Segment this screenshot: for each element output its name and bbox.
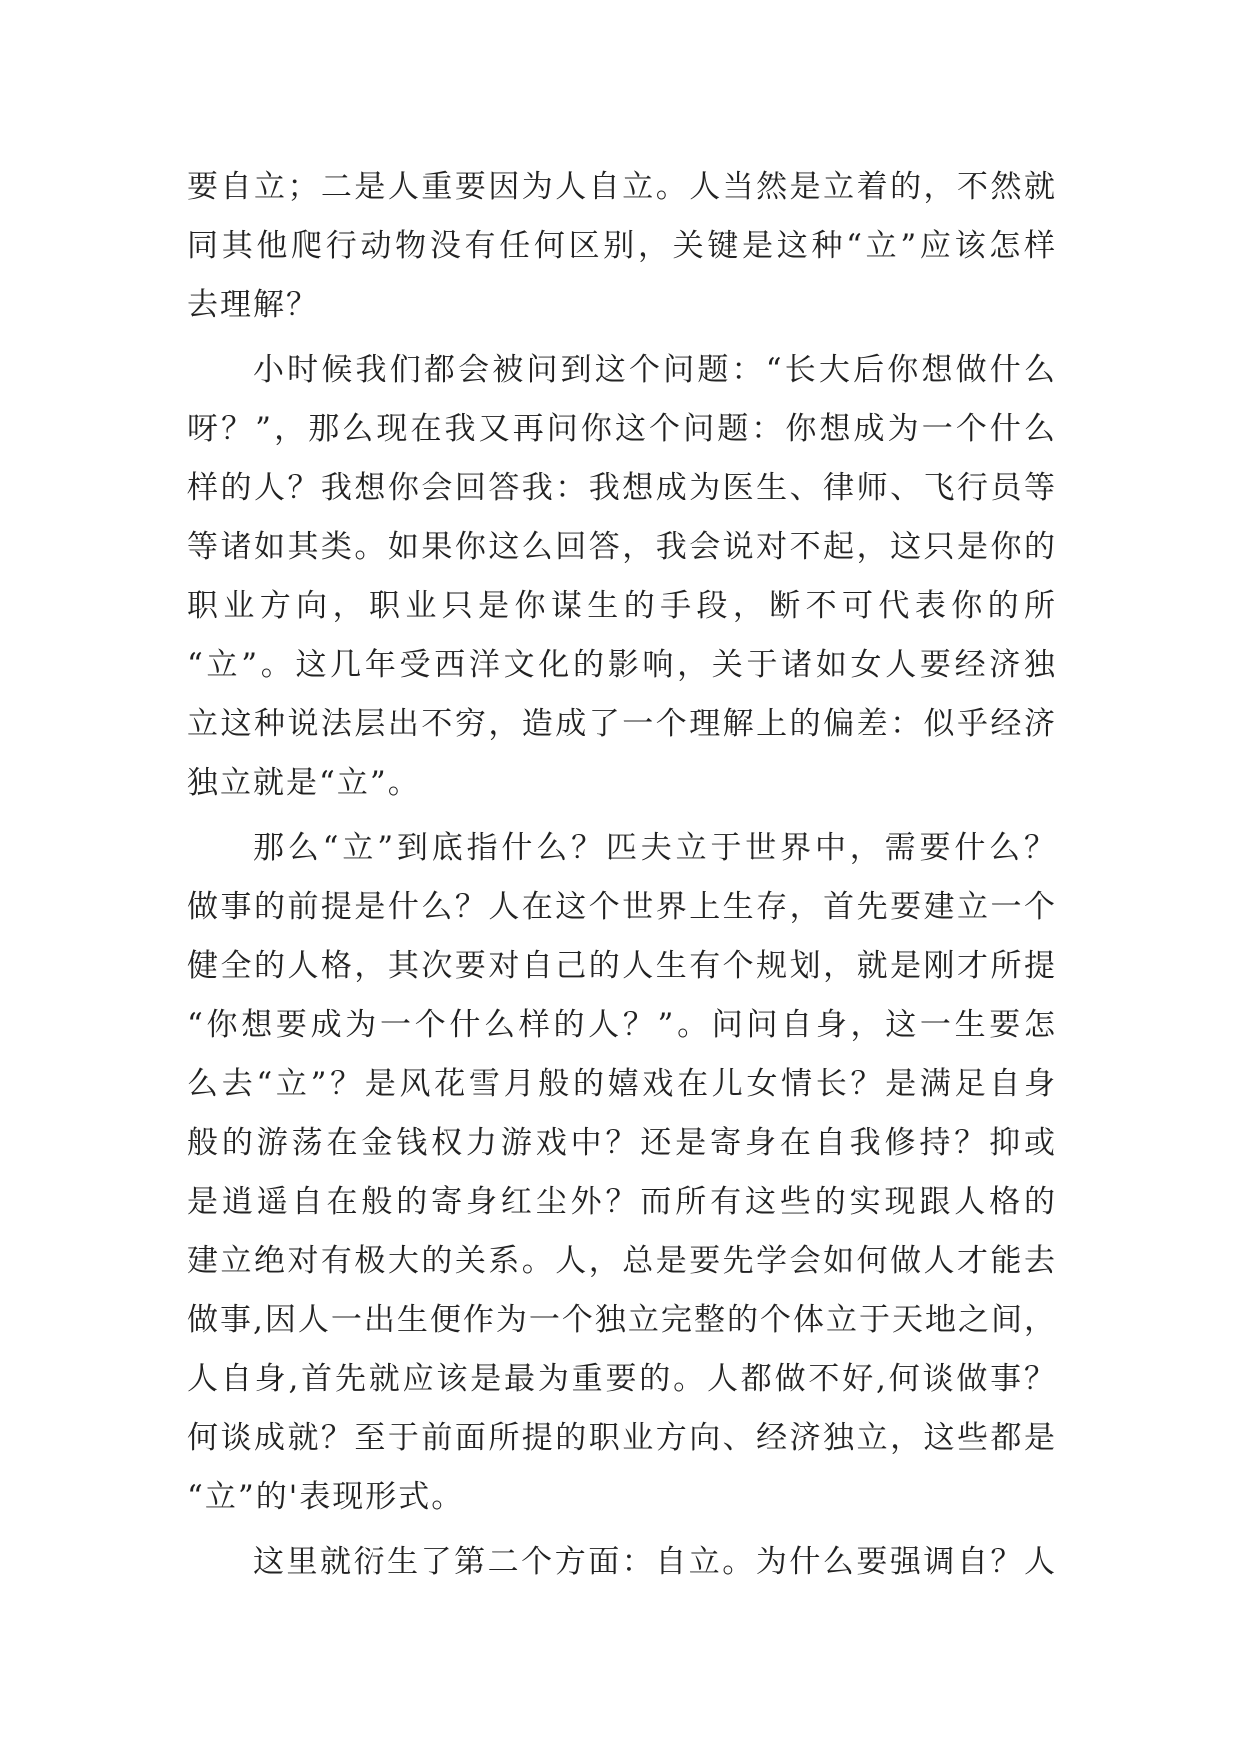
text-line: 么去“立”？是风花雪月般的嬉戏在儿女情长？是满足自身 xyxy=(187,1066,1057,1102)
text-line: 何谈成就？至于前面所提的职业方向、经济独立，这些都是 xyxy=(187,1420,1057,1456)
text-line: 这里就衍生了第二个方面：自立。为什么要强调自？人 xyxy=(253,1544,1057,1580)
text-line: 那么“立”到底指什么？匹夫立于世界中，需要什么？ xyxy=(253,830,1057,866)
text-line: 建立绝对有极大的关系。人，总是要先学会如何做人才能去 xyxy=(187,1243,1057,1279)
paragraph xyxy=(187,341,1057,813)
text-line: “立”的'表现形式。 xyxy=(187,1479,465,1515)
document-body xyxy=(187,158,1057,1592)
text-line: 去理解？ xyxy=(187,287,319,323)
text-line: “立”。这几年受西洋文化的影响，关于诸如女人要经济独 xyxy=(187,647,1057,683)
text-line: “你想要成为一个什么样的人？”。问问自身，这一生要怎 xyxy=(187,1007,1057,1043)
text-line: 做事的前提是什么？人在这个世界上生存，首先要建立一个 xyxy=(187,889,1057,925)
text-line: 呀？”，那么现在我又再问你这个问题：你想成为一个什么 xyxy=(187,411,1057,447)
text-line: 做事,因人一出生便作为一个独立完整的个体立于天地之间， xyxy=(187,1302,1057,1338)
text-line: 健全的人格，其次要对自己的人生有个规划，就是刚才所提 xyxy=(187,948,1057,984)
text-line: 职业方向，职业只是你谋生的手段，断不可代表你的所 xyxy=(187,588,1057,624)
text-line: 要自立；二是人重要因为人自立。人当然是立着的，不然就 xyxy=(187,169,1057,205)
text-line: 小时候我们都会被问到这个问题：“长大后你想做什么 xyxy=(253,352,1057,388)
text-line: 等诸如其类。如果你这么回答，我会说对不起，这只是你的 xyxy=(187,529,1057,565)
text-line: 独立就是“立”。 xyxy=(187,765,421,801)
text-line: 样的人？我想你会回答我：我想成为医生、律师、飞行员等 xyxy=(187,470,1057,506)
text-line: 人自身,首先就应该是最为重要的。人都做不好,何谈做事？ xyxy=(187,1361,1057,1397)
paragraph xyxy=(187,1533,1057,1592)
text-line: 立这种说法层出不穷，造成了一个理解上的偏差：似乎经济 xyxy=(187,706,1057,742)
paragraph xyxy=(187,158,1057,335)
paragraph xyxy=(187,819,1057,1527)
text-line: 般的游荡在金钱权力游戏中？还是寄身在自我修持？抑或 xyxy=(187,1125,1057,1161)
text-line: 同其他爬行动物没有任何区别，关键是这种“立”应该怎样 xyxy=(187,228,1057,264)
text-line: 是逍遥自在般的寄身红尘外？而所有这些的实现跟人格的 xyxy=(187,1184,1057,1220)
